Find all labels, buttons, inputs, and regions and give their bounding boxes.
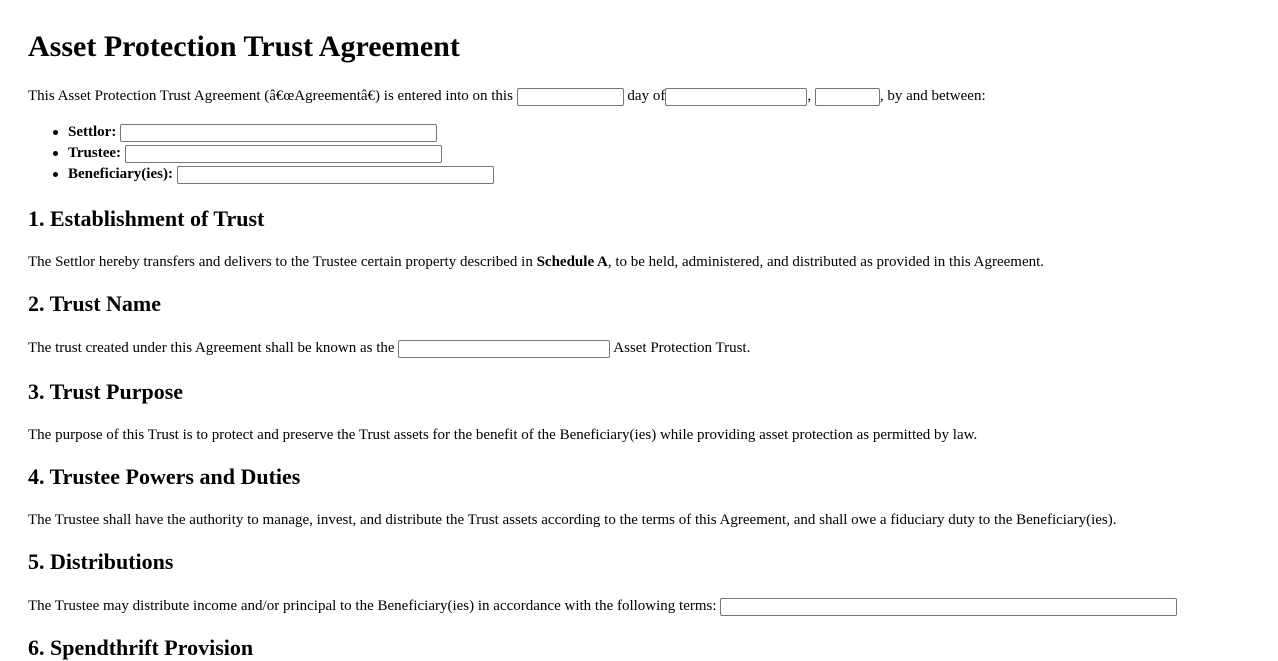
month-field[interactable] <box>665 88 807 106</box>
settlor-label: Settlor: <box>68 124 117 140</box>
by-and-between-text: , by and between: <box>879 88 986 104</box>
trust-name-paragraph <box>28 338 750 358</box>
establishment-text: The Settlor hereby transfers and delivers to the Trustee certain property described in <box>28 254 533 270</box>
year-field[interactable] <box>815 88 880 106</box>
comma-text: , <box>807 88 812 104</box>
trust-name-text: The trust created under this Agreement shall be known as the <box>28 340 395 356</box>
list-item-settlor <box>50 122 494 143</box>
section-heading-purpose: 3. Trust Purpose <box>28 379 184 404</box>
section-heading-distributions: 5. Distributions <box>28 549 174 574</box>
beneficiaries-field[interactable] <box>177 166 494 184</box>
list-item-beneficiaries <box>50 164 494 185</box>
list-item-trustee <box>50 143 494 164</box>
establishment-paragraph <box>28 252 1044 272</box>
distributions-paragraph <box>28 596 1177 616</box>
section-heading-powers: 4. Trustee Powers and Duties <box>28 464 301 489</box>
establishment-text-end: , to be held, administered, and distributed as provided in this Agreement. <box>607 254 1045 270</box>
day-of-text: day of <box>627 88 666 104</box>
section-heading-trust-name: 2. Trust Name <box>28 291 162 316</box>
intro-paragraph <box>28 86 986 106</box>
trustee-label: Trustee: <box>68 145 122 161</box>
powers-paragraph: The Trustee shall have the authority to manage, invest, and distribute the Trust assets according to the terms of this Agreement, and shall owe a fiduciary duty to the Beneficiary(ies). <box>28 512 1117 528</box>
parties-list <box>50 122 494 185</box>
purpose-paragraph: The purpose of this Trust is to protect and preserve the Trust assets for the benefit of the Beneficiary(ies) while providing asset protection as permitted by law. <box>28 427 978 443</box>
distributions-text: The Trustee may distribute income and/or principal to the Beneficiary(ies) in accordance with the following terms: <box>28 598 717 614</box>
trustee-field[interactable] <box>125 145 442 163</box>
distribution-terms-field[interactable] <box>720 598 1177 616</box>
section-heading-establishment: 1. Establishment of Trust <box>28 206 265 231</box>
trust-name-text-end: Asset Protection Trust. <box>613 340 751 356</box>
settlor-field[interactable] <box>120 124 437 142</box>
page-title: Asset Protection Trust Agreement <box>28 30 460 63</box>
section-heading-spendthrift: 6. Spendthrift Provision <box>28 635 254 660</box>
schedule-a-label: Schedule A <box>536 254 608 270</box>
beneficiaries-label: Beneficiary(ies): <box>68 166 173 182</box>
trust-name-field[interactable] <box>398 340 610 358</box>
day-field[interactable] <box>517 88 624 106</box>
intro-text: This Asset Protection Trust Agreement (â€œAgreementâ€) is entered into on this <box>28 88 513 104</box>
